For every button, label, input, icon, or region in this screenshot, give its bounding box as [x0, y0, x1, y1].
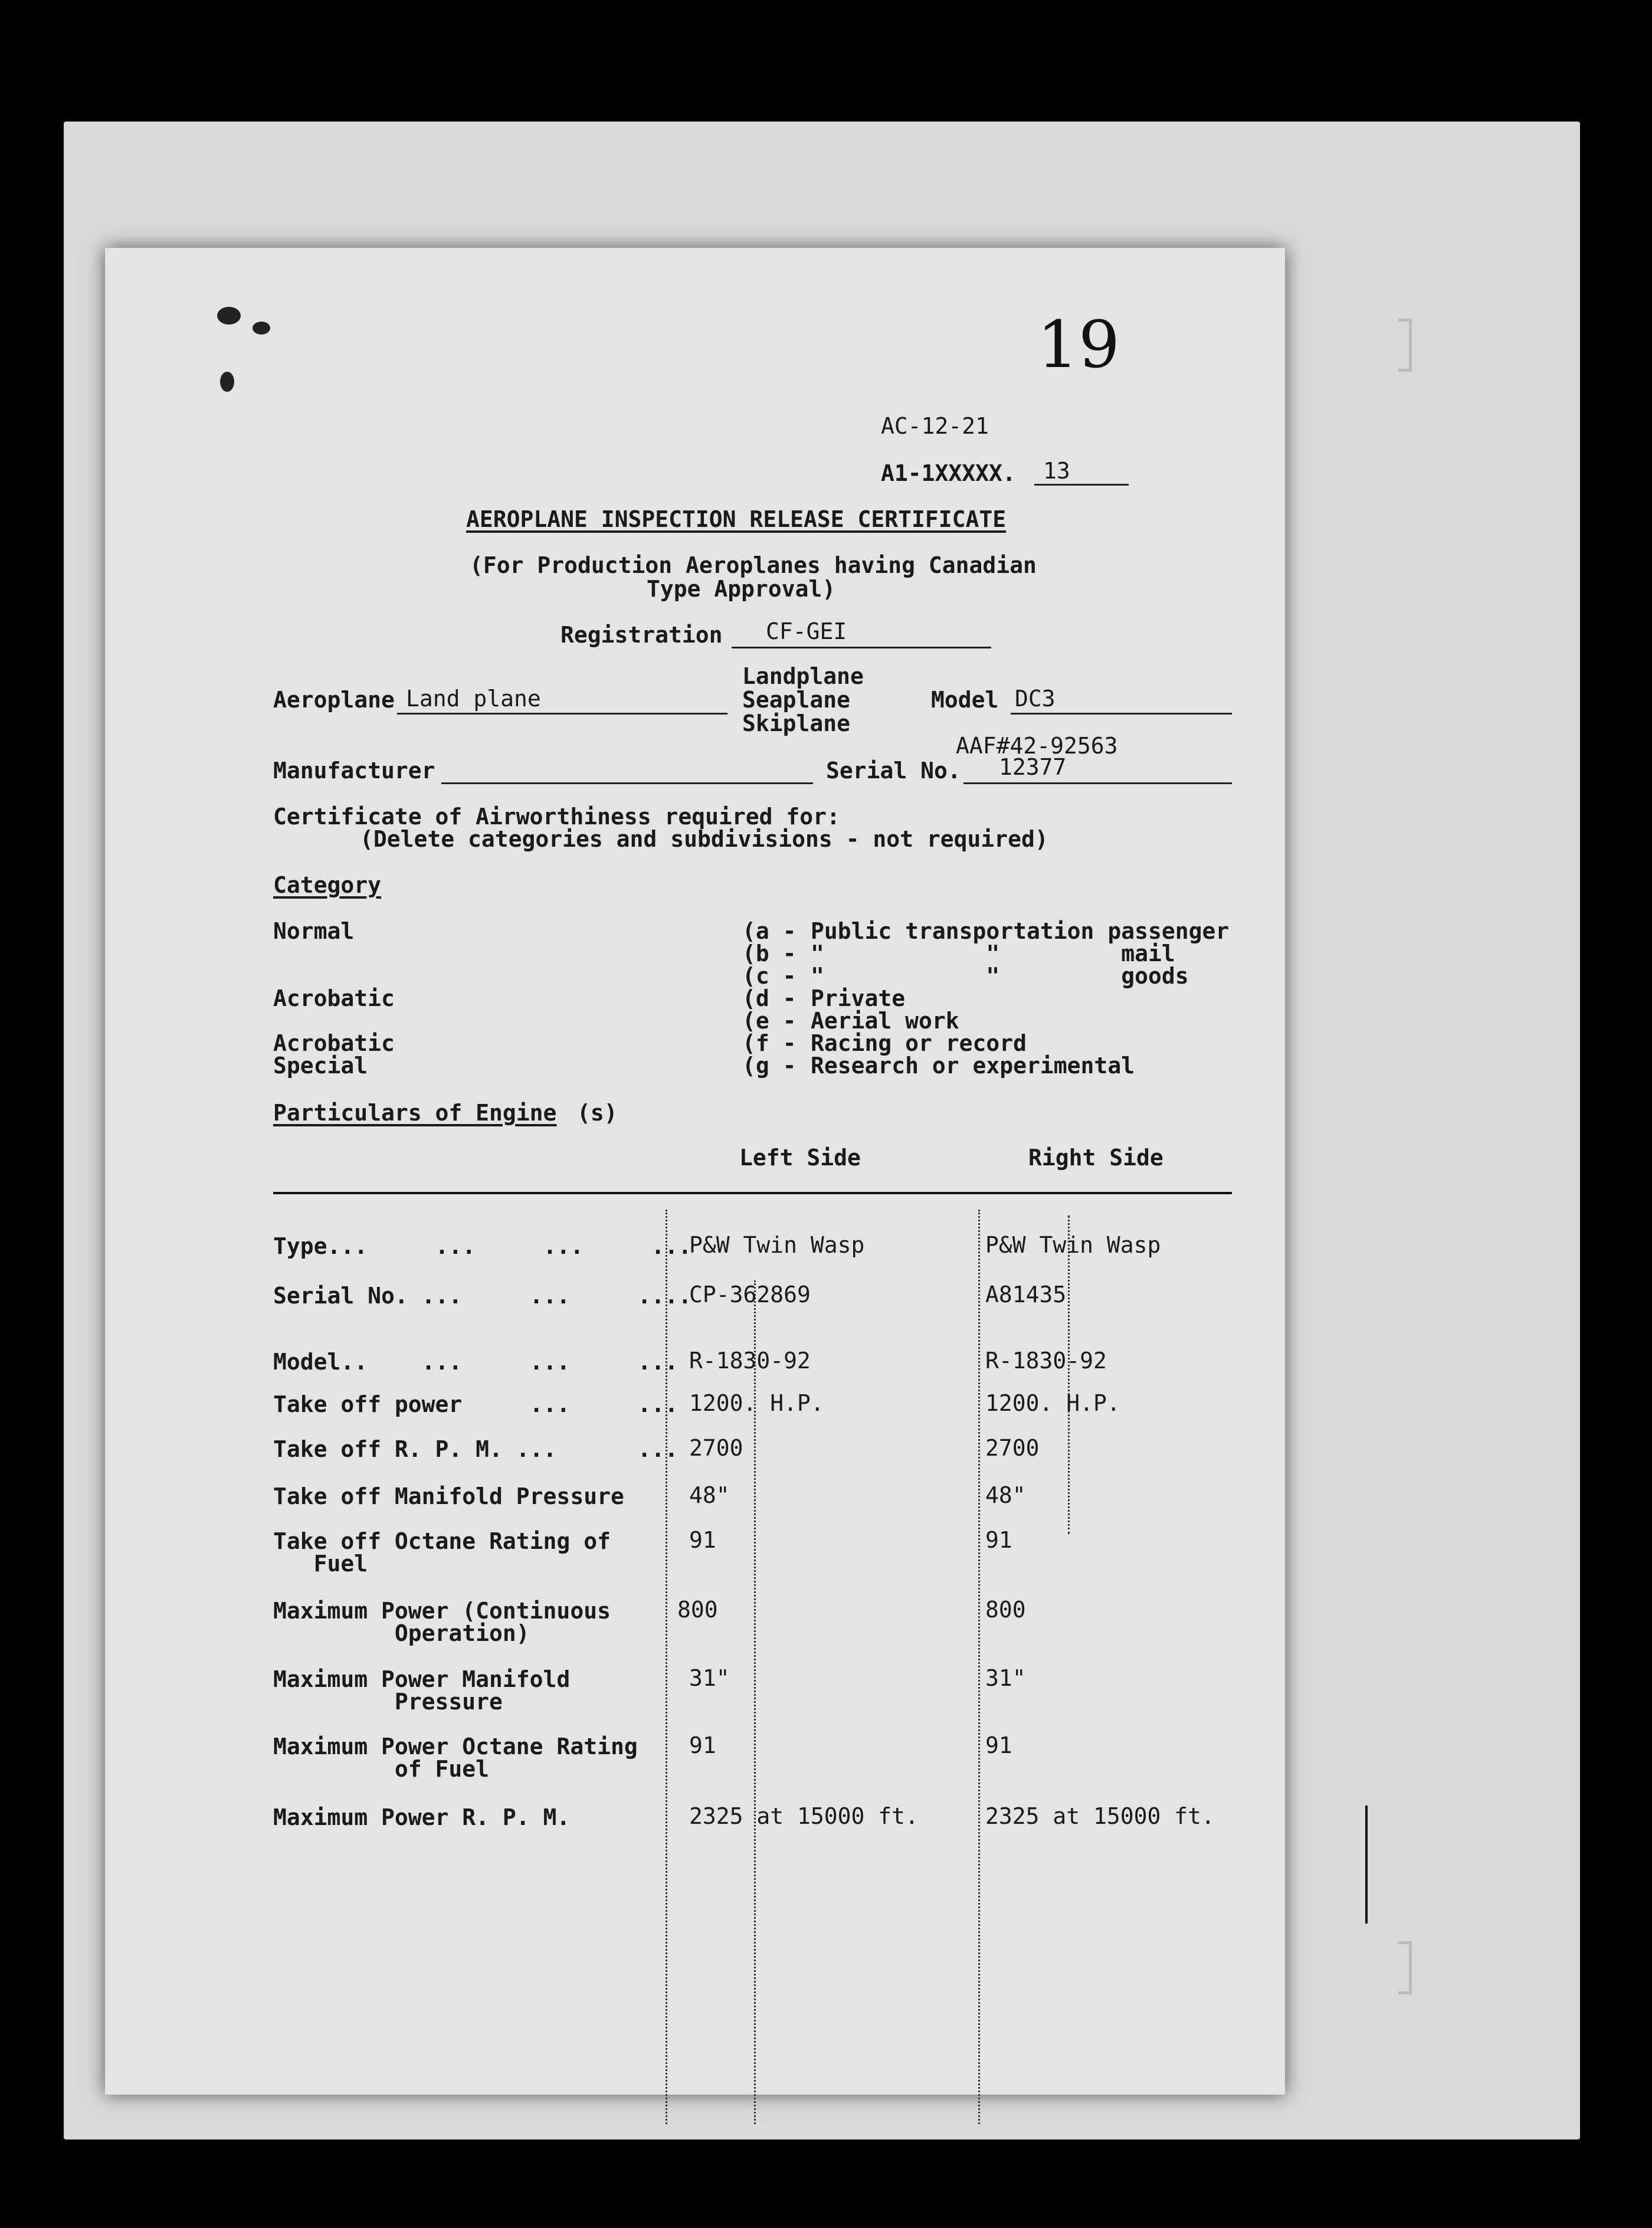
- engine-right-value: P&W Twin Wasp: [985, 1232, 1161, 1258]
- subdivision-text: Public transportation passenger: [811, 918, 1230, 944]
- engine-row-label: Maximum Power Manifold: [273, 1666, 571, 1692]
- engine-left-value: 48": [689, 1482, 730, 1508]
- subdivision-text: " " goods: [811, 963, 1189, 989]
- engine-left-value: 2700: [689, 1435, 743, 1461]
- aeroplane-value: Land plane: [406, 686, 541, 712]
- document-title: AEROPLANE INSPECTION RELEASE CERTIFICATE: [466, 506, 1007, 532]
- engine-row-label: Take off Octane Rating of: [273, 1528, 611, 1554]
- category-special: Special: [273, 1053, 368, 1079]
- engine-row-label: Model.. ... ... ...: [273, 1349, 678, 1375]
- coa-line-1: Certificate of Airworthiness required for:: [273, 804, 840, 830]
- aeroplane-label: Aeroplane: [273, 687, 395, 713]
- engine-right-value: 91: [985, 1527, 1012, 1553]
- serial-line: [963, 782, 1232, 784]
- subdivision-code: (f -: [742, 1030, 796, 1056]
- engine-row-label: Operation): [273, 1620, 530, 1646]
- subtitle-line-2: Type Approval): [647, 576, 836, 602]
- ink-smudge: [253, 322, 270, 335]
- engine-right-value: 800: [985, 1597, 1026, 1623]
- category-normal: Normal: [273, 918, 355, 944]
- subdivision-code: (a -: [742, 918, 796, 944]
- column-header-right: Right Side: [1028, 1145, 1163, 1171]
- engine-left-value: CP-362869: [689, 1282, 811, 1308]
- ink-smudge: [217, 307, 241, 325]
- engine-row-label: Maximum Power (Continuous: [273, 1598, 611, 1624]
- engines-heading: Particulars of Engine: [273, 1100, 557, 1126]
- form-code: AC-12-21: [881, 413, 989, 439]
- engine-right-value: 91: [985, 1732, 1012, 1758]
- engine-left-value: 800: [677, 1597, 718, 1623]
- subdivision-text: Aerial work: [811, 1008, 959, 1034]
- form-number-line: [1034, 484, 1129, 486]
- aaf-number: AAF#42-92563: [956, 733, 1118, 759]
- engine-left-value: 1200. H.P.: [689, 1390, 824, 1416]
- engine-right-value: 2700: [985, 1435, 1040, 1461]
- engine-row-label: Fuel: [273, 1551, 368, 1577]
- category-heading: Category: [273, 872, 382, 898]
- subdivision-text: Research or experimental: [811, 1053, 1135, 1079]
- aeroplane-type-skiplane: Skiplane: [742, 710, 851, 736]
- engine-row-label: Type... ... ... ...: [273, 1233, 692, 1259]
- registration-value: CF-GEI: [766, 618, 847, 644]
- corner-mark-bottom: [1398, 1941, 1412, 1994]
- model-label: Model: [931, 687, 999, 713]
- column-divider: [1068, 1215, 1070, 1534]
- engine-right-value: 31": [985, 1665, 1026, 1691]
- engine-row-label: Maximum Power R. P. M.: [273, 1804, 571, 1830]
- category-acrobatic-special: Acrobatic: [273, 1030, 395, 1056]
- engine-right-value: A81435: [985, 1282, 1067, 1308]
- subdivision-text: " " mail: [811, 941, 1175, 966]
- subdivision-code: (g -: [742, 1053, 796, 1079]
- engine-left-value: 91: [689, 1527, 716, 1553]
- engine-row-label: Take off R. P. M. ... ...: [273, 1436, 678, 1462]
- subdivision-code: (d -: [742, 985, 796, 1011]
- manufacturer-line: [441, 782, 813, 784]
- engine-left-value: 31": [689, 1665, 730, 1691]
- subdivision-code: (c -: [742, 963, 796, 989]
- page-number: 19: [1037, 307, 1120, 382]
- form-number-prefix: A1-1XXXXX.: [881, 460, 1016, 486]
- model-value: DC3: [1015, 686, 1056, 712]
- column-divider: [666, 1210, 667, 2124]
- registration-label: Registration: [560, 622, 723, 648]
- engine-row-label: Maximum Power Octane Rating: [273, 1734, 638, 1760]
- subdivision-text: Racing or record: [811, 1030, 1027, 1056]
- serial-label: Serial No.: [826, 758, 961, 784]
- engine-right-value: 2325 at 15000 ft.: [985, 1803, 1215, 1829]
- category-acrobatic: Acrobatic: [273, 985, 395, 1011]
- corner-mark-top: [1398, 319, 1412, 372]
- aeroplane-type-seaplane: Seaplane: [742, 687, 851, 713]
- model-line: [1011, 713, 1232, 715]
- engine-left-value: P&W Twin Wasp: [689, 1232, 865, 1258]
- margin-line: [1365, 1806, 1368, 1924]
- table-header-rule: [273, 1192, 1232, 1194]
- subtitle-line-1: (For Production Aeroplanes having Canadian: [470, 552, 1037, 578]
- subdivision-text: Private: [811, 985, 906, 1011]
- column-header-left: Left Side: [739, 1145, 861, 1171]
- column-divider: [978, 1210, 980, 2124]
- engine-left-value: 2325 at 15000 ft.: [689, 1803, 919, 1829]
- form-number-value: 13: [1043, 458, 1070, 484]
- engine-left-value: 91: [689, 1732, 716, 1758]
- subdivision-code: (b -: [742, 941, 796, 966]
- aeroplane-line: [397, 713, 727, 715]
- manufacturer-label: Manufacturer: [273, 758, 435, 784]
- certificate-page: [105, 248, 1285, 2095]
- engine-row-label: of Fuel: [273, 1756, 490, 1782]
- engine-row-label: Take off power ... ...: [273, 1391, 678, 1417]
- aeroplane-type-landplane: Landplane: [742, 663, 864, 689]
- engine-right-value: 48": [985, 1482, 1026, 1508]
- serial-value: 12377: [999, 754, 1067, 780]
- registration-line: [732, 647, 991, 648]
- engine-right-value: 1200. H.P.: [985, 1390, 1120, 1416]
- engine-row-label: Pressure: [273, 1689, 503, 1715]
- engines-heading-suffix: (s): [577, 1100, 618, 1126]
- engine-left-value: R-1830-92: [689, 1348, 811, 1374]
- engine-row-label: Take off Manifold Pressure: [273, 1483, 624, 1509]
- engine-right-value: R-1830-92: [985, 1348, 1107, 1374]
- engine-row-label: Serial No. ... ... ....: [273, 1283, 692, 1309]
- ink-smudge: [220, 372, 234, 392]
- subdivision-code: (e -: [742, 1008, 796, 1034]
- coa-line-2: (Delete categories and subdivisions - not required): [360, 826, 1048, 852]
